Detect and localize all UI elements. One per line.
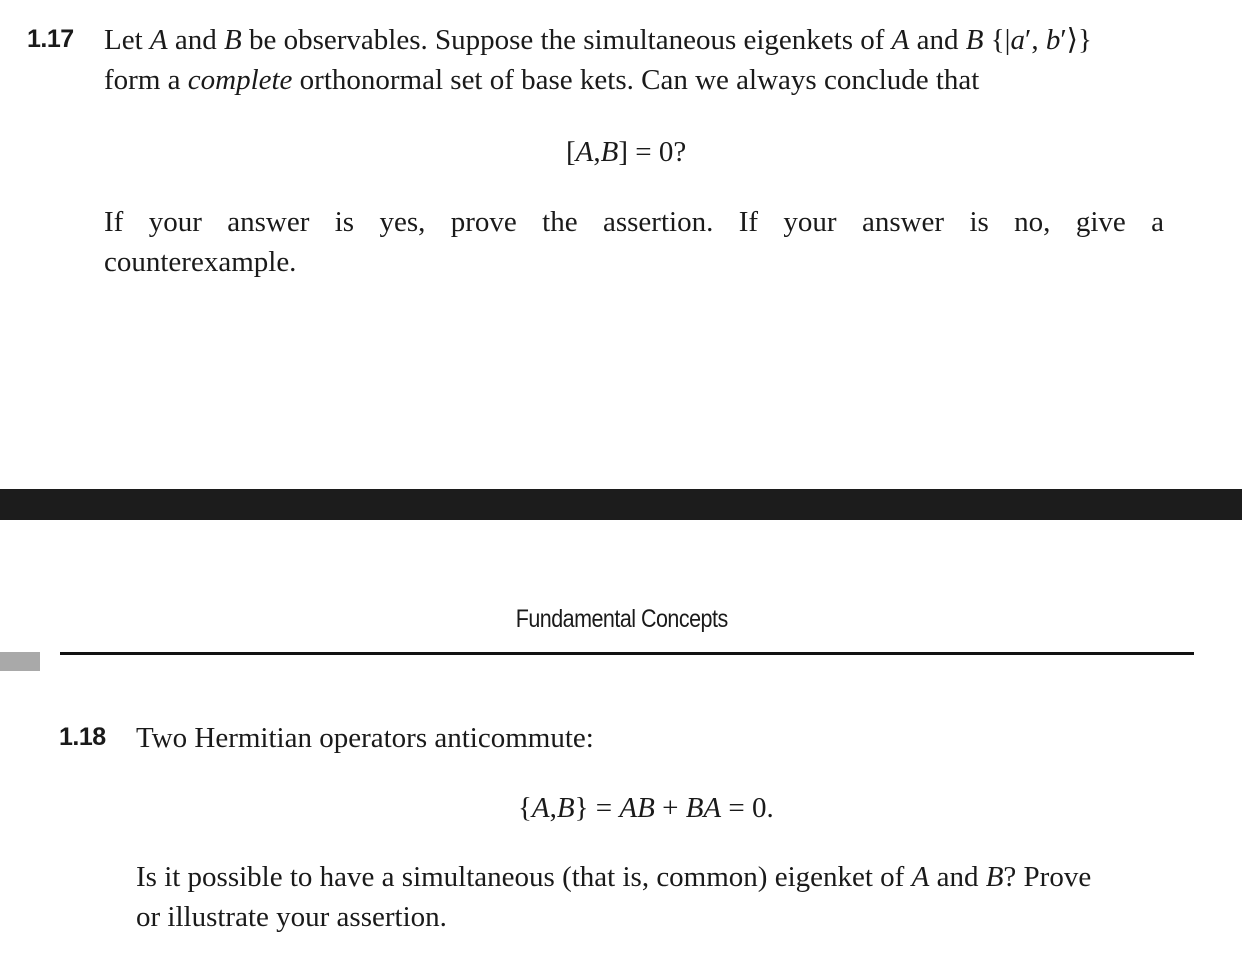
header-rule [60, 652, 1194, 655]
problem-number-1-17: 1.17 [27, 25, 74, 53]
problem-1-17-instruction-line-1: If your answer is yes, prove the assertion. If your answer is no, give a [104, 206, 1164, 238]
problem-1-17-line-1: Let A and B be observables. Suppose the simultaneous eigenkets of A and B {|a′, b′⟩} [104, 24, 1092, 56]
commutator-equation: [A,B] = 0? [566, 136, 687, 168]
problem-1-18-section [0, 521, 1242, 968]
problem-1-17-line-2: form a complete orthonormal set of base kets. Can we always conclude that [104, 64, 980, 96]
problem-1-17-instruction-line-2: counterexample. [104, 246, 297, 278]
problem-1-18-question-line-1: Is it possible to have a simultaneous (that is, common) eigenket of A and B? Prove [136, 861, 1092, 893]
problem-1-18-line-1: Two Hermitian operators anticommute: [136, 722, 594, 754]
problem-number-1-18: 1.18 [59, 723, 106, 751]
page-divider [0, 489, 1242, 520]
running-head: Fundamental Concepts [515, 605, 728, 633]
problem-1-18-question-line-2: or illustrate your assertion. [136, 901, 447, 933]
anticommutator-equation: {A,B} = AB + BA = 0. [518, 792, 774, 824]
page-edge-tab [0, 652, 40, 671]
